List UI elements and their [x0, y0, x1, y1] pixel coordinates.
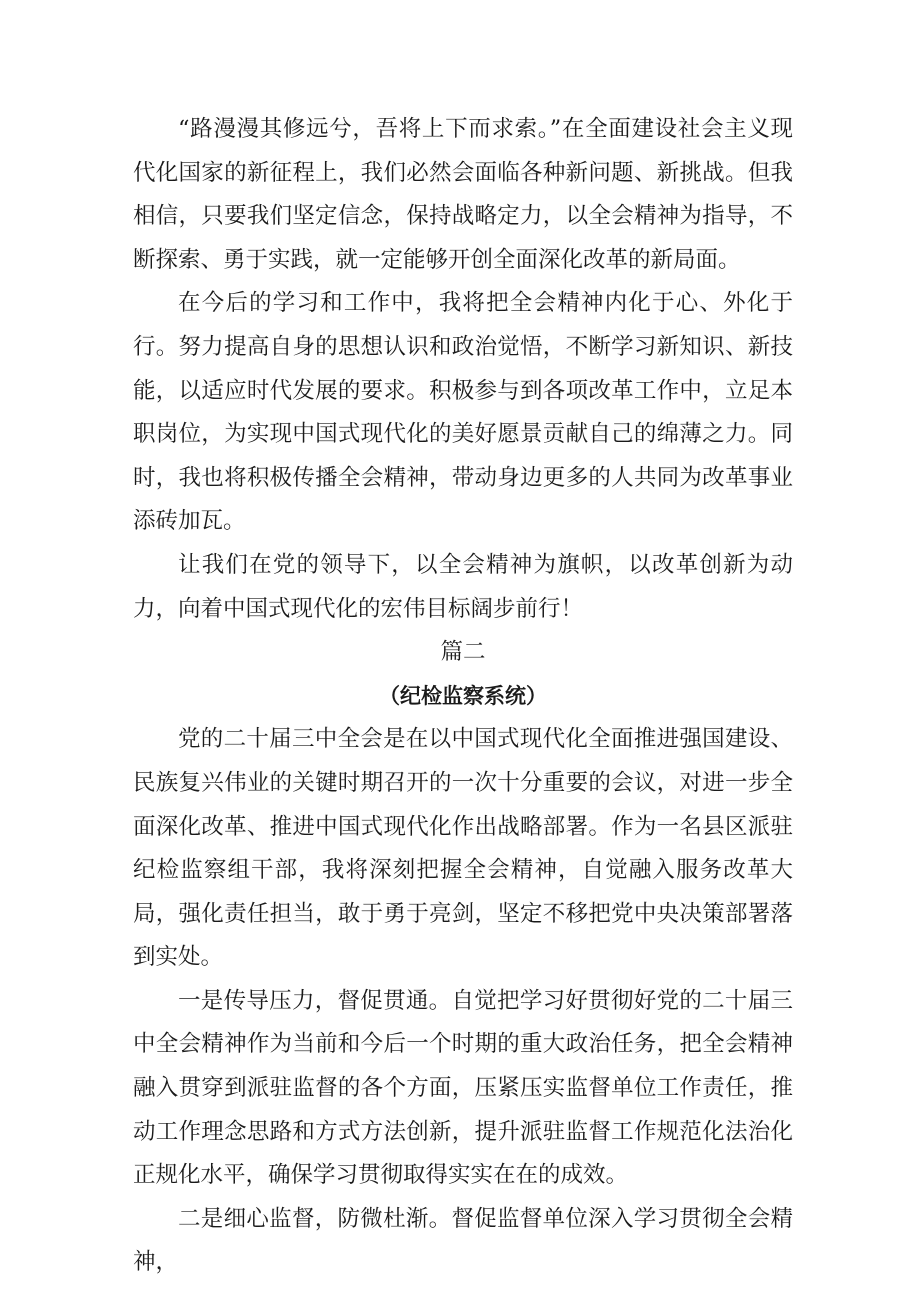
document-body [133, 108, 793, 1285]
paragraph-5: 一是传导压力，督促贯通。自觉把学习好贯彻好党的二十届三中全会精神作为当前和今后一个时期的重大政治任务，把全会精神融入贯穿到派驻监督的各个方面，压紧压实监督单位工作责任，推动工作理念思路和方式方法创新，提升派驻监督工作规范化法治化正规化水平，确保学习贯彻取得实实在在的成效。 [133, 987, 793, 1189]
paragraph-6: 二是细心监督，防微杜渐。督促监督单位深入学习贯彻全会精神， [133, 1205, 793, 1276]
paragraph-3: 让我们在党的领导下，以全会精神为旗帜，以改革创新为动力，向着中国式现代化的宏伟目标阔步前行！ [133, 551, 793, 622]
paragraph-1: “路漫漫其修远兮，吾将上下而求索。”在全面建设社会主义现代化国家的新征程上，我们必然会面临各种新问题、新挑战。但我相信，只要我们坚定信念，保持战略定力，以全会精神为指导，不断探索、勇于实践，就一定能够开创全面深化改革的新局面。 [133, 116, 793, 273]
paragraph-4: 党的二十届三中全会是在以中国式现代化全面推进强国建设、民族复兴伟业的关键时期召开的一次十分重要的会议，对进一步全面深化改革、推进中国式现代化作出战略部署。作为一名县区派驻纪检监察组干部，我将深刻把握全会精神，自觉融入服务改革大局，强化责任担当，敢于勇于亮剑，坚定不移把党中央决策部署落到实处。 [133, 726, 793, 971]
paragraph-2: 在今后的学习和工作中，我将把全会精神内化于心、外化于行。努力提高自身的思想认识和政治觉悟，不断学习新知识、新技能，以适应时代发展的要求。积极参与到各项改革工作中，立足本职岗位，为实现中国式现代化的美好愿景贡献自己的绵薄之力。同时，我也将积极传播全会精神，带动身边更多的人共同为改革事业添砖加瓦。 [133, 290, 793, 535]
section-title: 篇二 [440, 639, 486, 666]
section-subtitle: （纪检监察系统） [379, 683, 547, 708]
